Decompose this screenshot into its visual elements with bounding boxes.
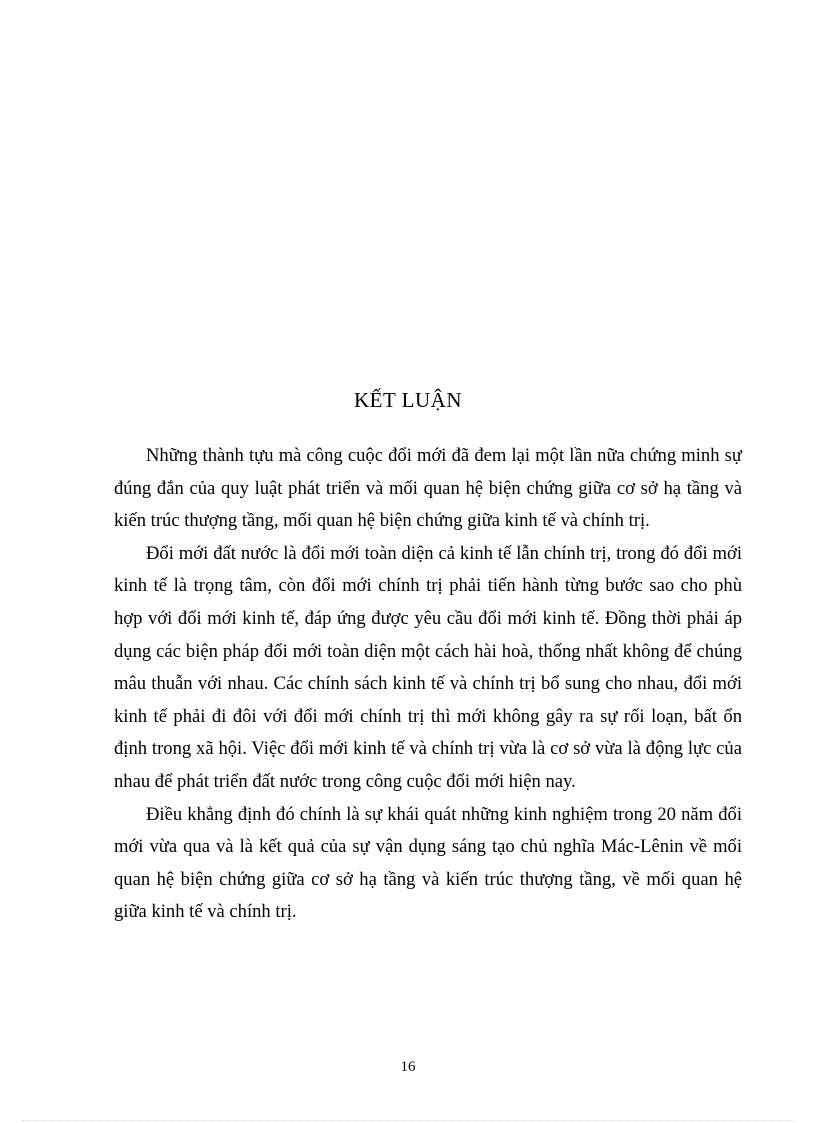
page-number: 16 <box>400 1059 416 1075</box>
paragraph: Điều khẳng định đó chính là sự khái quát những kinh nghiệm trong 20 năm đổi mới vừa qua và là kết quả của sự vận dụng sáng tạo chủ nghĩa Mác-Lênin về mối quan hệ biện chứng giữa cơ sở hạ tầng và kiến trúc thượng tầng, về mối quan hệ giữa kinh tế và chính trị. <box>114 803 742 923</box>
page-bottom-divider <box>22 1120 794 1121</box>
body-text <box>114 440 742 929</box>
page-title: KẾT LUẬN <box>353 388 462 412</box>
paragraph: Những thành tựu mà công cuộc đổi mới đã đem lại một lần nữa chứng minh sự đúng đắn của quy luật phát triển và mối quan hệ biện chứng giữa cơ sở hạ tầng và kiến trúc thượng tầng, mối quan hệ biện chứng giữa kinh tế và chính trị. <box>114 445 742 532</box>
paragraph: Đổi mới đất nước là đổi mới toàn diện cả kinh tế lẫn chính trị, trong đó đổi mới kinh tế là trọng tâm, còn đổi mới chính trị phải tiến hành từng bước sao cho phù hợp với đổi mới kinh tế, đáp ứng được yêu cầu đổi mới kinh tế. Đồng thời phải áp dụng các biện pháp đổi mới toàn diện một cách hài hoà, thống nhất không để chúng mâu thuẫn với nhau. Các chính sách kinh tế và chính trị bổ sung cho nhau, đổi mới kinh tế phải đi đôi với đổi mới chính trị thì mới không gây ra sự rối loạn, bất ổn định trong xã hội. Việc đổi mới kinh tế và chính trị vừa là cơ sở vừa là động lực của nhau để phát triển đất nước trong công cuộc đổi mới hiện nay. <box>114 542 742 792</box>
